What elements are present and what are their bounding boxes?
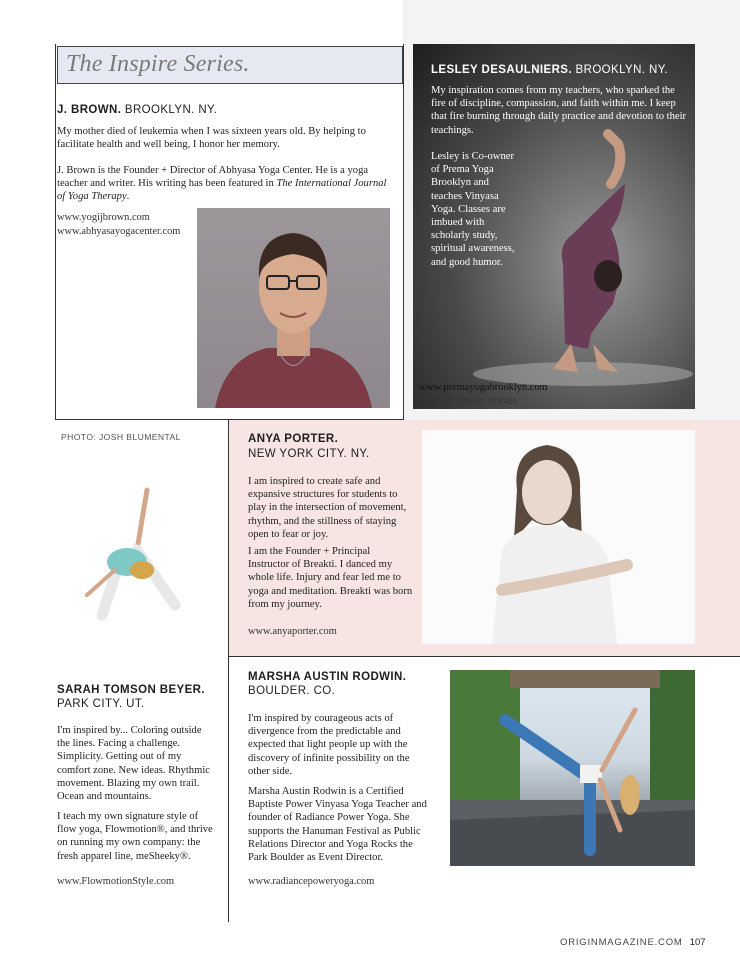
lesley-photo (413, 44, 695, 409)
lesley-quote: My inspiration comes from my teachers, who sparked the fire of discipline, compassion, and faith within me. I keep that fire burning through daily practice and devotion to their teachings. (431, 85, 687, 136)
series-title-box (57, 46, 403, 84)
jbrown-frame-bottom (55, 419, 404, 420)
lesley-url[interactable]: www.premayogabrooklyn.com (419, 382, 548, 393)
anya-quote: I am inspired to create safe and expansive structures for students to play in the intersection of movement, rhythm, and the stillness of staying open to fear or joy. (248, 476, 407, 540)
jbrown-bio-journal: The International Journal of Yoga Therapy (57, 178, 387, 203)
footer-page-number: 107 (689, 937, 706, 948)
lesley-location: BROOKLYN. NY. (571, 64, 668, 76)
sarah-photo-credit: PHOTO: JOSH BLUMENTAL (61, 432, 181, 442)
anya-url[interactable]: www.anyaporter.com (248, 626, 337, 637)
marsha-name: MARSHA AUSTIN RODWIN. (248, 671, 407, 683)
jbrown-location: BROOKLYN. NY. (121, 104, 218, 116)
lesley-heading (431, 58, 668, 77)
jbrown-photo (197, 208, 390, 408)
jbrown-quote: My mother died of leukemia when I was sixteen years old. By helping to facilitate health and well being, I honor her memory. (57, 126, 366, 151)
anya-name: ANYA PORTER. (248, 433, 339, 445)
lesley-photo-credit: PHOTO: DAVID VOGEL (419, 396, 520, 406)
anya-bio: I am the Founder + Principal Instructor of Breakti. I danced my whole life. Injury and fear led me to yoga and meditation. Breakti was born from my journey. (248, 546, 413, 610)
marsha-url[interactable]: www.radiancepoweryoga.com (248, 876, 375, 887)
jbrown-frame-right (403, 44, 404, 420)
footer-site[interactable]: ORIGINMAGAZINE.COM (560, 937, 683, 948)
marsha-location: BOULDER. CO. (248, 685, 336, 697)
jbrown-url-1[interactable]: www.yogijbrown.com (57, 212, 150, 223)
sarah-url[interactable]: www.FlowmotionStyle.com (57, 876, 175, 887)
jbrown-name: J. BROWN. (57, 104, 122, 116)
anya-location: NEW YORK CITY. NY. (248, 448, 370, 460)
sarah-location: PARK CITY. UT. (57, 698, 145, 710)
jbrown-heading (57, 98, 397, 117)
marsha-photo (450, 670, 695, 866)
jbrown-bio (57, 164, 397, 204)
sarah-bio: I teach my own signature style of flow yoga, Flowmotion®, and thrive on running my own company: the fresh apparel line, meSheeky®. (57, 811, 213, 862)
marsha-quote: I'm inspired by courageous acts of divergence from the predictable and expected that light people up with the discovery of infinite possibility on the other side. (248, 713, 410, 777)
lesley-bio: Lesley is Co-owner of Prema Yoga Brooklyn and teaches Vinyasa Yoga. Classes are imbued with scholarly study, spiritual awareness, and good humor. (431, 151, 515, 268)
anya-photo (422, 430, 695, 644)
sarah-name: SARAH TOMSON BEYER. (57, 684, 205, 696)
divider-vertical (228, 420, 229, 922)
marsha-bio: Marsha Austin Rodwin is a Certified Baptiste Power Vinyasa Yoga Teacher and founder of Radiance Power Yoga. She supports the Hanuman Festival as Public Relations Director and Yoga Rocks the Park Boulder as Event Director. (248, 786, 427, 864)
sarah-quote: I'm inspired by... Coloring outside the lines. Facing a challenge. Simplicity. Getting out of my comfort zone. New ideas. Rhythmic movement. Blazing my own trail. Ocean and mountains. (57, 725, 210, 803)
jbrown-bio-suffix: . (126, 191, 130, 203)
jbrown-url-2[interactable]: www.abhyasayogacenter.com (57, 226, 181, 237)
jbrown-bio-prefix: J. Brown is the Founder + Director of Abhyasa Yoga Center. He is a yoga teacher and writer. His writing has been featured in (57, 165, 369, 190)
jbrown-frame-left (55, 44, 56, 420)
series-title: The Inspire Series. (66, 51, 250, 77)
sarah-photo (57, 430, 217, 670)
page-footer (560, 930, 706, 949)
divider-horizontal (228, 656, 740, 657)
lesley-name: LESLEY DESAULNIERS. (431, 64, 572, 76)
